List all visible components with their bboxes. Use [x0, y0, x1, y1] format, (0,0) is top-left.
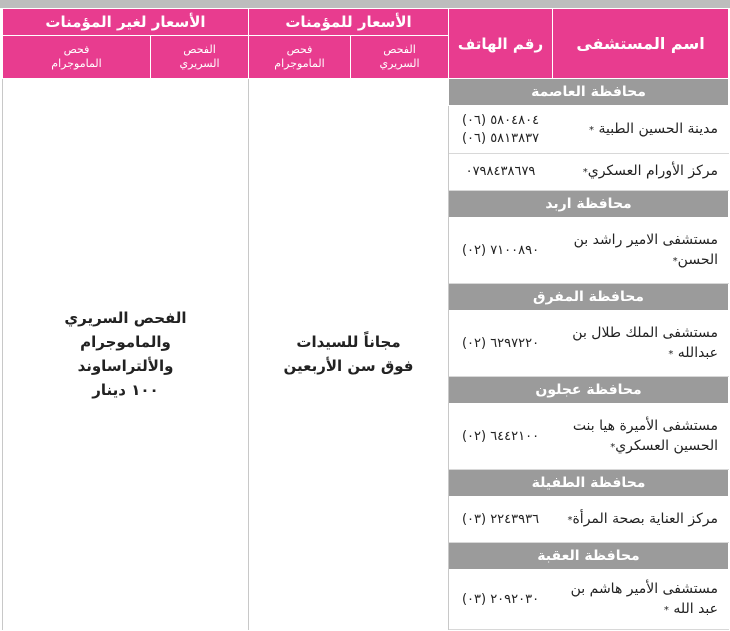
price-line: ١٠٠ دينار	[92, 381, 159, 400]
subheader-line: الفحص	[183, 43, 216, 57]
hospital-name-cell	[553, 106, 729, 154]
hospital-price-table	[2, 8, 729, 631]
price-line: فوق سن الأربعين	[283, 357, 414, 376]
governorate-header: محافظة العقبة	[449, 543, 729, 570]
subheader-line: السريري	[179, 57, 220, 71]
phone-number: (٠٢) ٦٤٤٢١٠٠	[461, 428, 540, 444]
insured-price-note	[249, 79, 449, 631]
header-uninsured-prices: الأسعار لغير المؤمنات	[3, 9, 249, 36]
phone-cell	[449, 497, 553, 543]
governorate-header: محافظة العاصمة	[449, 79, 729, 106]
top-strip	[0, 0, 730, 8]
phone-number: (٠٦) ٥٨١٣٨٣٧	[461, 130, 540, 146]
subheader-insured-clinical	[351, 36, 449, 79]
hospital-name: مركز الأورام العسكري	[587, 163, 719, 179]
hospital-name-cell	[553, 311, 729, 377]
price-line: الفحص السريري	[64, 309, 187, 328]
header-hospital-name: اسم المستشفى	[553, 9, 729, 79]
hospital-name: مركز العناية بصحة المرأة	[572, 510, 719, 527]
hospital-name-cell	[553, 497, 729, 543]
hospital-name-cell	[553, 570, 729, 630]
governorate-header: محافظة المفرق	[449, 284, 729, 311]
subheader-uninsured-mammogram	[3, 36, 151, 79]
subheader-line: الماموجرام	[274, 57, 325, 71]
phone-number: (٠٢) ٧١٠٠٨٩٠	[461, 242, 540, 258]
subheader-line: الفحص	[383, 43, 416, 57]
phone-number: (٠٦) ٥٨٠٤٨٠٤	[461, 112, 540, 128]
phone-cell	[449, 218, 553, 284]
hospital-name: مستشفى الملك طلال بن عبدالله	[572, 324, 719, 361]
phone-cell	[449, 154, 553, 191]
subheader-line: الماموجرام	[51, 57, 102, 71]
phone-number: (٠٣) ٢٠٩٢٠٣٠	[461, 591, 540, 607]
hospital-name: مستشفى الأمير هاشم بن عبد الله	[570, 580, 719, 617]
hospital-name: مستشفى الأميرة هيا بنت الحسين العسكري	[572, 417, 719, 454]
governorate-header: محافظة اربد	[449, 191, 729, 218]
star-mark: *	[668, 348, 674, 360]
star-mark: *	[567, 514, 573, 526]
hospital-name-cell	[553, 404, 729, 470]
price-line: والماموجرام	[80, 333, 171, 352]
phone-cell	[449, 311, 553, 377]
subheader-line: فحص	[63, 43, 90, 57]
subheader-insured-mammogram	[249, 36, 351, 79]
phone-cell	[449, 106, 553, 154]
phone-cell	[449, 570, 553, 630]
uninsured-price-note	[3, 79, 249, 631]
price-line: والألتراساوند	[77, 357, 174, 376]
hospital-name-cell	[553, 154, 729, 191]
phone-number: ٠٧٩٨٤٣٨٦٧٩	[465, 164, 536, 179]
governorate-header: محافظة الطفيلة	[449, 470, 729, 497]
hospital-name-cell	[553, 218, 729, 284]
star-mark: *	[610, 441, 616, 453]
star-mark: *	[663, 604, 669, 616]
subheader-line: فحص	[286, 43, 313, 57]
header-insured-prices: الأسعار للمؤمنات	[249, 9, 449, 36]
phone-number: (٠٣) ٢٢٤٣٩٣٦	[461, 511, 540, 527]
subheader-line: السريري	[379, 57, 420, 71]
header-phone: رقم الهاتف	[449, 9, 553, 79]
hospital-name: مدينة الحسين الطبية	[598, 120, 719, 137]
hospital-name: مستشفى الامير راشد بن الحسن	[573, 231, 719, 268]
price-line: مجاناً للسيدات	[296, 333, 401, 352]
phone-cell	[449, 404, 553, 470]
subheader-uninsured-clinical	[151, 36, 249, 79]
star-mark: *	[582, 167, 588, 178]
phone-number: (٠٢) ٦٢٩٧٢٢٠	[461, 335, 540, 351]
star-mark: *	[672, 255, 678, 267]
star-mark: *	[589, 124, 595, 136]
governorate-header: محافظة عجلون	[449, 377, 729, 404]
